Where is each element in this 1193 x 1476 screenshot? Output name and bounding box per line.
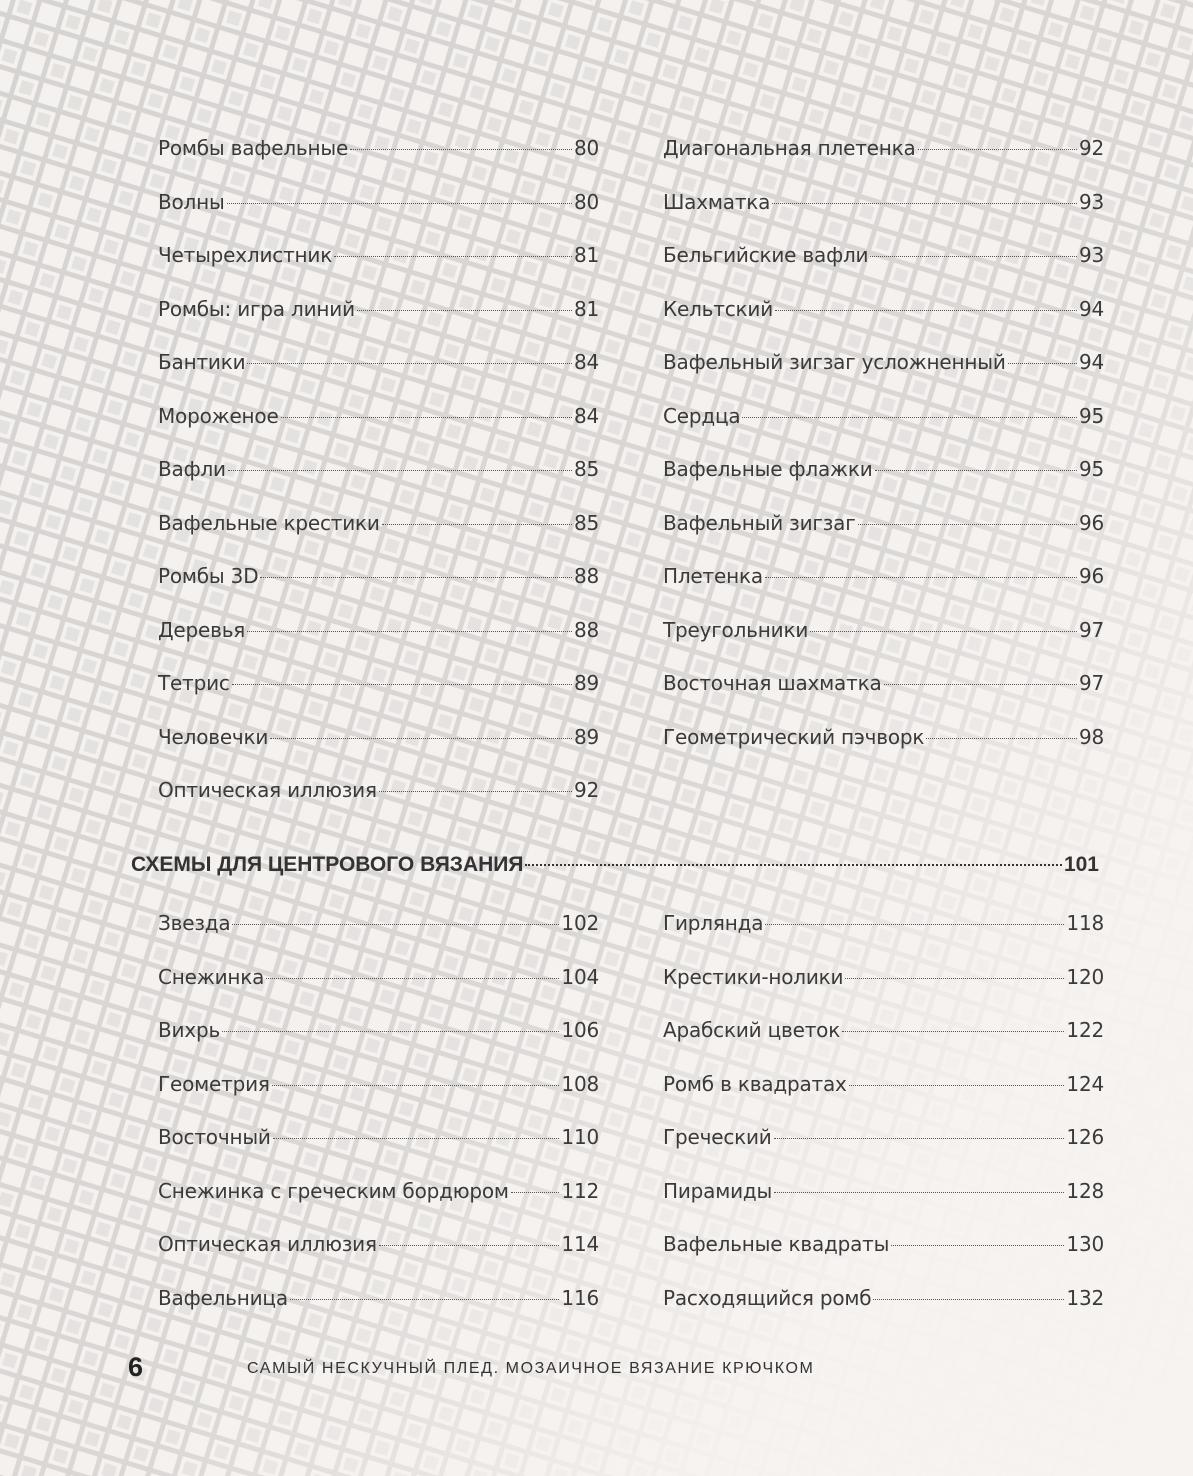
dot-leader xyxy=(875,470,1077,471)
dot-leader xyxy=(379,1245,560,1246)
toc-entry-title: Ромбы 3D xyxy=(158,564,259,588)
toc-entry-page: 94 xyxy=(1078,296,1104,321)
toc-entry-page: 94 xyxy=(1078,350,1104,374)
dot-leader xyxy=(379,791,572,792)
toc-entry[interactable] xyxy=(158,1018,599,1072)
toc-entry-title: Геометрический пэчворк xyxy=(663,724,925,749)
toc-entry-title: Диагональная плетенка xyxy=(663,136,916,160)
toc-entry-page: 110 xyxy=(561,1125,599,1149)
toc-entry[interactable] xyxy=(158,297,599,351)
toc-entry-page: 126 xyxy=(1066,1125,1104,1149)
dot-leader xyxy=(525,864,1061,866)
dot-leader xyxy=(272,1085,560,1086)
toc-entry-title: Человечки xyxy=(158,724,269,749)
dot-leader xyxy=(270,738,572,739)
toc-entry-title: Шахматка xyxy=(663,189,771,214)
toc-column-left-top xyxy=(158,136,599,832)
toc-entry-title: Крестики-нолики xyxy=(663,964,844,989)
dot-leader xyxy=(1008,363,1077,364)
dot-leader xyxy=(382,524,572,525)
dot-leader xyxy=(290,1299,560,1300)
section-title: СХЕМЫ ДЛЯ ЦЕНТРОВОГО ВЯЗАНИЯ xyxy=(131,853,524,876)
toc-entry[interactable] xyxy=(663,1286,1104,1340)
toc-entry-title: Геометрия xyxy=(158,1071,270,1096)
toc-entry[interactable] xyxy=(158,1232,599,1286)
toc-entry[interactable] xyxy=(663,1072,1104,1126)
toc-entry-page: 89 xyxy=(573,724,599,749)
toc-entry[interactable] xyxy=(158,136,599,190)
toc-entry[interactable] xyxy=(158,671,599,725)
dot-leader xyxy=(765,924,1064,925)
toc-entry[interactable] xyxy=(663,618,1104,672)
dot-leader xyxy=(222,1031,559,1032)
toc-entry[interactable] xyxy=(158,618,599,672)
toc-entry-page: 132 xyxy=(1066,1285,1104,1310)
toc-entry-title: Вафельные квадраты xyxy=(663,1232,890,1256)
toc-entry-title: Вафли xyxy=(158,457,226,481)
toc-entry-title: Звезда xyxy=(158,911,231,935)
toc-entry-page: 88 xyxy=(573,617,599,642)
section-page-number: 101 xyxy=(1063,853,1099,876)
toc-entry-page: 112 xyxy=(561,1178,599,1203)
toc-entry-page: 96 xyxy=(1078,564,1104,588)
toc-entry-page: 80 xyxy=(573,136,599,160)
dot-leader xyxy=(774,1138,1065,1139)
dot-leader xyxy=(357,310,572,311)
toc-entry-page: 89 xyxy=(573,671,599,695)
toc-entry-page: 114 xyxy=(561,1232,599,1256)
dot-leader xyxy=(266,978,559,979)
toc-entry[interactable] xyxy=(663,190,1104,244)
toc-entry-title: Ромбы: игра линий xyxy=(158,296,355,321)
toc-column-right-bottom xyxy=(663,911,1104,1339)
toc-entry-page: 98 xyxy=(1078,724,1104,749)
toc-entry-title: Вафельный зигзаг xyxy=(663,510,856,535)
toc-entry-page: 84 xyxy=(573,350,599,374)
toc-entry-title: Вафельница xyxy=(158,1285,288,1310)
footer-page-number: 6 xyxy=(128,1352,144,1382)
toc-entry-page: 93 xyxy=(1078,189,1104,214)
toc-entry-page: 81 xyxy=(573,243,599,267)
toc-entry-title: Сердца xyxy=(663,403,741,428)
toc-entry-title: Четырехлистник xyxy=(158,243,333,267)
toc-entry-title: Оптическая иллюзия xyxy=(158,1232,377,1256)
toc-entry[interactable] xyxy=(158,1286,599,1340)
toc-entry[interactable] xyxy=(158,564,599,618)
toc-entry-title: Расходящийся ромб xyxy=(663,1285,872,1310)
toc-entry-page: 130 xyxy=(1066,1232,1104,1256)
toc-entry[interactable] xyxy=(663,671,1104,725)
toc-entry[interactable] xyxy=(158,1072,599,1126)
toc-entry-title: Восточный xyxy=(158,1125,271,1149)
toc-entry-page: 85 xyxy=(573,510,599,535)
toc-entry[interactable] xyxy=(663,564,1104,618)
toc-entry-page: 106 xyxy=(561,1018,599,1042)
toc-entry-title: Кельтский xyxy=(663,296,773,321)
toc-entry-title: Пирамиды xyxy=(663,1178,773,1203)
dot-leader xyxy=(247,631,572,632)
toc-entry[interactable] xyxy=(158,404,599,458)
toc-entry-title: Треугольники xyxy=(663,617,809,642)
dot-leader xyxy=(849,1085,1065,1086)
toc-entry[interactable] xyxy=(663,457,1104,511)
toc-entry-title: Вихрь xyxy=(158,1018,221,1042)
toc-entry-title: Деревья xyxy=(158,617,246,642)
toc-entry-title: Греческий xyxy=(663,1125,772,1149)
toc-entry-page: 108 xyxy=(561,1071,599,1096)
toc-entry[interactable] xyxy=(158,725,599,779)
toc-entry-title: Мороженое xyxy=(158,403,279,428)
toc-entry-page: 95 xyxy=(1078,403,1104,428)
dot-leader xyxy=(926,738,1077,739)
toc-entry-title: Восточная шахматка xyxy=(663,671,882,695)
dot-leader xyxy=(765,577,1077,578)
toc-entry-page: 97 xyxy=(1078,617,1104,642)
toc-entry-page: 92 xyxy=(1078,136,1104,160)
toc-entry-page: 116 xyxy=(561,1285,599,1310)
toc-entry-title: Арабский цветок xyxy=(663,1018,841,1042)
dot-leader xyxy=(810,631,1077,632)
toc-entry-page: 93 xyxy=(1078,243,1104,267)
toc-entry-page: 128 xyxy=(1066,1178,1104,1203)
toc-entry[interactable] xyxy=(158,190,599,244)
toc-entry-title: Бантики xyxy=(158,350,246,374)
toc-column-right-top xyxy=(663,136,1104,778)
toc-entry[interactable] xyxy=(158,350,599,404)
dot-leader xyxy=(742,417,1076,418)
toc-entry[interactable] xyxy=(663,725,1104,779)
toc-entry-title: Снежинка xyxy=(158,964,265,989)
toc-section-heading[interactable] xyxy=(131,853,1099,877)
toc-entry[interactable] xyxy=(158,965,599,1019)
toc-entry-page: 81 xyxy=(573,296,599,321)
toc-entry-page: 95 xyxy=(1078,457,1104,481)
toc-entry[interactable] xyxy=(158,1125,599,1179)
toc-entry-page: 92 xyxy=(573,778,599,802)
dot-leader xyxy=(884,684,1077,685)
toc-entry-title: Волны xyxy=(158,189,225,214)
toc-entry[interactable] xyxy=(663,350,1104,404)
toc-entry[interactable] xyxy=(663,297,1104,351)
toc-entry-title: Вафельные флажки xyxy=(663,457,873,481)
toc-entry-title: Вафельные крестики xyxy=(158,510,380,535)
dot-leader xyxy=(511,1192,560,1193)
toc-entry[interactable] xyxy=(663,1018,1104,1072)
toc-entry-title: Тетрис xyxy=(158,671,230,695)
toc-entry-page: 88 xyxy=(573,564,599,588)
dot-leader xyxy=(232,924,559,925)
toc-entry-title: Бельгийские вафли xyxy=(663,243,869,267)
toc-entry-page: 122 xyxy=(1066,1018,1104,1042)
toc-column-left-bottom xyxy=(158,911,599,1339)
toc-entry[interactable] xyxy=(663,404,1104,458)
toc-entry-title: Плетенка xyxy=(663,564,763,588)
toc-entry-page: 84 xyxy=(573,403,599,428)
toc-entry-title: Ромб в квадратах xyxy=(663,1071,847,1096)
toc-entry[interactable] xyxy=(663,136,1104,190)
toc-entry[interactable] xyxy=(158,1179,599,1233)
dot-leader xyxy=(772,203,1077,204)
toc-entry[interactable] xyxy=(158,778,599,832)
dot-leader xyxy=(858,524,1077,525)
toc-entry-title: Оптическая иллюзия xyxy=(158,778,377,802)
dot-leader xyxy=(260,577,572,578)
dot-leader xyxy=(334,256,572,257)
toc-entry-page: 80 xyxy=(573,189,599,214)
dot-leader xyxy=(228,470,572,471)
toc-entry[interactable] xyxy=(663,243,1104,297)
footer-book-title: САМЫЙ НЕСКУЧНЫЙ ПЛЕД. МОЗАИЧНОЕ ВЯЗАНИЕ КРЮЧКОМ xyxy=(247,1360,815,1377)
dot-leader xyxy=(870,256,1077,257)
toc-entry[interactable] xyxy=(663,1179,1104,1233)
toc-entry-title: Снежинка с греческим бордюром xyxy=(158,1178,509,1203)
dot-leader xyxy=(873,1299,1064,1300)
toc-entry-title: Вафельный зигзаг усложненный xyxy=(663,350,1006,374)
dot-leader xyxy=(842,1031,1064,1032)
toc-entry[interactable] xyxy=(663,511,1104,565)
toc-entry-page: 97 xyxy=(1078,671,1104,695)
toc-entry[interactable] xyxy=(158,457,599,511)
dot-leader xyxy=(232,684,572,685)
toc-entry-title: Гирлянда xyxy=(663,911,764,935)
toc-entry[interactable] xyxy=(663,965,1104,1019)
dot-leader xyxy=(247,363,572,364)
toc-entry-page: 124 xyxy=(1066,1071,1104,1096)
toc-entry-page: 120 xyxy=(1066,964,1104,989)
toc-entry-page: 85 xyxy=(573,457,599,481)
dot-leader xyxy=(281,417,572,418)
toc-entry[interactable] xyxy=(663,911,1104,965)
toc-entry[interactable] xyxy=(158,511,599,565)
toc-entry[interactable] xyxy=(663,1125,1104,1179)
toc-entry[interactable] xyxy=(663,1232,1104,1286)
toc-entry-title: Ромбы вафельные xyxy=(158,136,349,160)
toc-entry-page: 96 xyxy=(1078,510,1104,535)
toc-entry-page: 104 xyxy=(561,964,599,989)
dot-leader xyxy=(227,203,572,204)
toc-entry[interactable] xyxy=(158,911,599,965)
dot-leader xyxy=(350,149,572,150)
dot-leader xyxy=(918,149,1077,150)
dot-leader xyxy=(891,1245,1064,1246)
dot-leader xyxy=(845,978,1064,979)
dot-leader xyxy=(774,1192,1064,1193)
toc-entry-page: 118 xyxy=(1066,911,1104,935)
toc-entry[interactable] xyxy=(158,243,599,297)
toc-entry-page: 102 xyxy=(561,911,599,935)
dot-leader xyxy=(775,310,1077,311)
dot-leader xyxy=(273,1138,560,1139)
